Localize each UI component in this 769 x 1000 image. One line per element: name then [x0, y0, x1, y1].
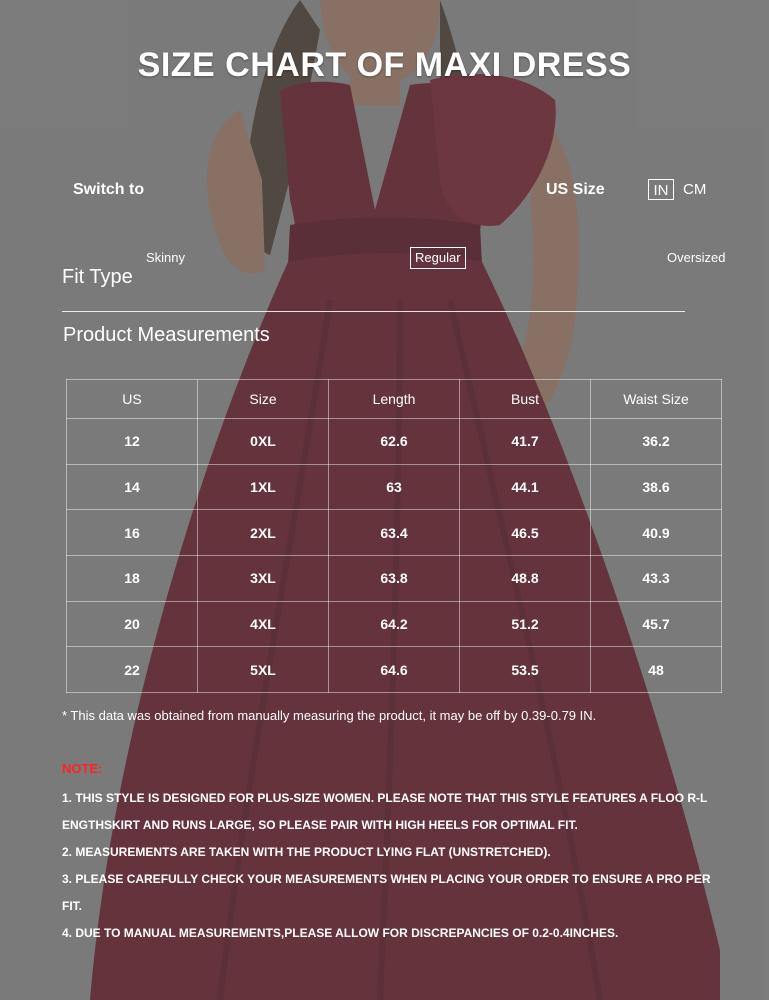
table-cell: 40.9 — [591, 510, 722, 556]
table-cell: 46.5 — [460, 510, 591, 556]
table-cell: 64.6 — [329, 647, 460, 693]
column-header: Bust — [460, 380, 591, 419]
table-cell: 2XL — [198, 510, 329, 556]
table-row — [67, 510, 722, 556]
table-row — [67, 647, 722, 693]
table-cell: 63.4 — [329, 510, 460, 556]
switch-label: Switch to — [73, 181, 145, 198]
note-item: 2. MEASUREMENTS ARE TAKEN WITH THE PRODUCT LYING FLAT (UNSTRETCHED). — [62, 845, 551, 859]
size-table — [66, 379, 722, 693]
fit-option-skinny[interactable]: Skinny — [146, 250, 186, 265]
table-cell: 53.5 — [460, 647, 591, 693]
column-header: Size — [198, 380, 329, 419]
table-cell: 36.2 — [591, 419, 722, 465]
column-header: US — [67, 380, 198, 419]
note-label: NOTE: — [62, 761, 103, 776]
note-item: 1. THIS STYLE IS DESIGNED FOR PLUS-SIZE WOMEN. PLEASE NOTE THAT THIS STYLE FEATURES A FLOO R-LENGTHSKIRT AND RUNS LARGE, SO PLEASE PAIR WITH HIGH HEELS FOR OPTIMAL FIT. — [62, 791, 708, 832]
table-row — [67, 464, 722, 510]
table-cell: 16 — [67, 510, 198, 556]
table-cell: 4XL — [198, 601, 329, 647]
table-cell: 44.1 — [460, 464, 591, 510]
notes-list — [62, 785, 712, 947]
table-cell: 14 — [67, 464, 198, 510]
table-cell: 38.6 — [591, 464, 722, 510]
fit-option-regular[interactable]: Regular — [410, 247, 466, 269]
table-row — [67, 601, 722, 647]
table-cell: 20 — [67, 601, 198, 647]
unit-cm-button[interactable]: CM — [683, 181, 707, 198]
note-item: 4. DUE TO MANUAL MEASUREMENTS,PLEASE ALLOW FOR DISCREPANCIES OF 0.2-0.4INCHES. — [62, 926, 619, 940]
table-cell: 64.2 — [329, 601, 460, 647]
note-item: 3. PLEASE CAREFULLY CHECK YOUR MEASUREMENTS WHEN PLACING YOUR ORDER TO ENSURE A PRO PER FIT. — [62, 872, 711, 913]
fit-option-oversized[interactable]: Oversized — [667, 250, 726, 265]
fit-divider — [62, 311, 685, 312]
table-cell: 63 — [329, 464, 460, 510]
column-header: Waist Size — [591, 380, 722, 419]
table-cell: 0XL — [198, 419, 329, 465]
column-header: Length — [329, 380, 460, 419]
page-title: SIZE CHART OF MAXI DRESS — [137, 46, 632, 84]
table-cell: 62.6 — [329, 419, 460, 465]
table-cell: 45.7 — [591, 601, 722, 647]
table-cell: 41.7 — [460, 419, 591, 465]
table-cell: 1XL — [198, 464, 329, 510]
unit-in-button[interactable]: IN — [648, 179, 674, 200]
table-cell: 43.3 — [591, 555, 722, 601]
table-cell: 63.8 — [329, 555, 460, 601]
size-system-label: US Size — [546, 181, 605, 198]
section-title: Product Measurements — [63, 324, 270, 346]
measurement-disclaimer: * This data was obtained from manually measuring the product, it may be off by 0.39-0.79 IN. — [62, 708, 597, 723]
table-cell: 12 — [67, 419, 198, 465]
table-cell: 3XL — [198, 555, 329, 601]
fit-type-label: Fit Type — [62, 266, 133, 288]
table-cell: 22 — [67, 647, 198, 693]
table-cell: 48 — [591, 647, 722, 693]
table-header-row — [67, 380, 722, 419]
table-cell: 48.8 — [460, 555, 591, 601]
table-cell: 51.2 — [460, 601, 591, 647]
table-cell: 5XL — [198, 647, 329, 693]
table-row — [67, 555, 722, 601]
table-cell: 18 — [67, 555, 198, 601]
table-row — [67, 419, 722, 465]
